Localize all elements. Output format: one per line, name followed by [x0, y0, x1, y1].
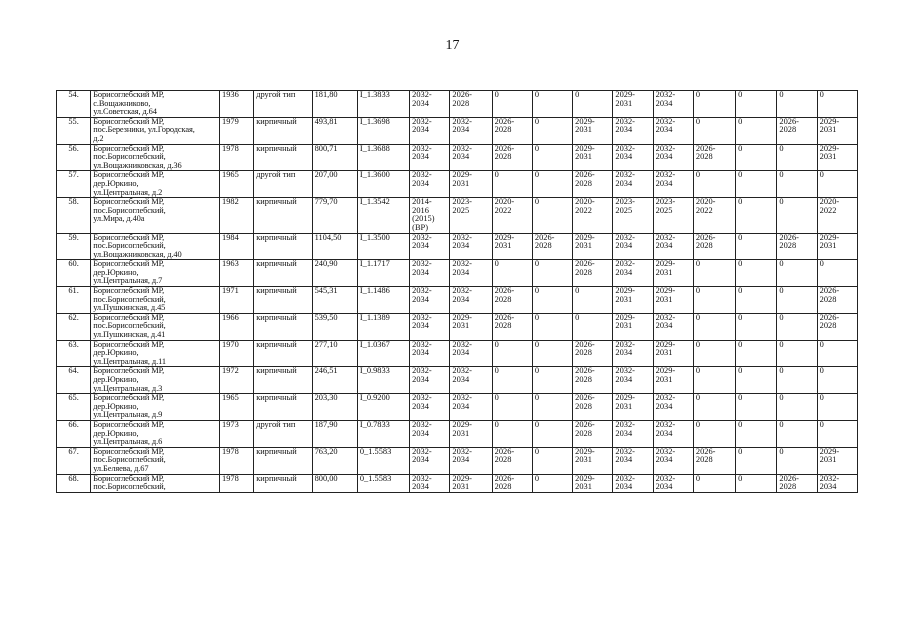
- table-cell: 0: [817, 394, 857, 421]
- table-cell: 1936: [220, 91, 254, 118]
- table-cell: 2029- 2031: [492, 233, 532, 260]
- table-cell: 2032- 2034: [410, 474, 450, 492]
- table-cell: 2032- 2034: [653, 313, 693, 340]
- table-cell: 2026- 2028: [573, 394, 613, 421]
- table-cell: 0: [492, 420, 532, 447]
- table-cell: 0: [777, 198, 817, 233]
- table-cell: 2026- 2028: [573, 420, 613, 447]
- table-cell: 0: [492, 394, 532, 421]
- table-cell: 0: [777, 260, 817, 287]
- table-cell: 2020- 2022: [693, 198, 735, 233]
- table-cell: 0: [532, 367, 572, 394]
- table-cell: 0: [736, 367, 777, 394]
- table-cell: I_1.3600: [357, 171, 409, 198]
- table-row: [57, 260, 858, 287]
- table-cell: 2026- 2028: [532, 233, 572, 260]
- table-cell: 2032- 2034: [613, 447, 653, 474]
- table-cell: 493,81: [312, 117, 357, 144]
- table-cell: 240,90: [312, 260, 357, 287]
- table-cell: кирпичный: [254, 367, 312, 394]
- table-cell: 763,20: [312, 447, 357, 474]
- table-cell: 0: [777, 420, 817, 447]
- table-cell: 2032- 2034: [410, 367, 450, 394]
- table-cell: кирпичный: [254, 233, 312, 260]
- table-cell: 0: [532, 91, 572, 118]
- table-cell: 2026- 2028: [573, 171, 613, 198]
- table-cell: 1965: [220, 394, 254, 421]
- table-cell: кирпичный: [254, 287, 312, 314]
- table-cell: 779,70: [312, 198, 357, 233]
- table-cell: 2026- 2028: [492, 287, 532, 314]
- table-cell: 2032- 2034: [410, 117, 450, 144]
- table-cell: 2032- 2034: [653, 394, 693, 421]
- table-cell: кирпичный: [254, 340, 312, 367]
- table-cell: 2032- 2034: [653, 447, 693, 474]
- row-number-cell: 63.: [57, 340, 91, 367]
- table-cell: 0: [532, 171, 572, 198]
- address-cell: Борисоглебский МР, дер.Юркино, ул.Центральная, д.6: [91, 420, 220, 447]
- table-cell: 2032- 2034: [410, 394, 450, 421]
- table-cell: 545,31: [312, 287, 357, 314]
- table-cell: I_1.3542: [357, 198, 409, 233]
- address-cell: Борисоглебский МР, пос.Борисоглебский, ул.Мира, д.40а: [91, 198, 220, 233]
- table-cell: 2029- 2031: [613, 287, 653, 314]
- table-cell: 0: [736, 287, 777, 314]
- table-cell: 0: [693, 474, 735, 492]
- table-row: [57, 233, 858, 260]
- address-cell: Борисоглебский МР, пос.Борисоглебский, ул.Пушкинская, д.45: [91, 287, 220, 314]
- table-cell: 2020- 2022: [573, 198, 613, 233]
- table-cell: 2032- 2034: [613, 171, 653, 198]
- table-cell: 0: [736, 144, 777, 171]
- table-cell: 0: [532, 474, 572, 492]
- table-cell: 2020- 2022: [492, 198, 532, 233]
- table-cell: 0: [532, 198, 572, 233]
- table-cell: 2032- 2034: [410, 260, 450, 287]
- row-number-cell: 65.: [57, 394, 91, 421]
- table-cell: 2032- 2034: [613, 144, 653, 171]
- table-cell: 2029- 2031: [653, 340, 693, 367]
- table-cell: кирпичный: [254, 474, 312, 492]
- table-cell: кирпичный: [254, 144, 312, 171]
- table-cell: 0: [817, 420, 857, 447]
- table-cell: 2032- 2034: [450, 144, 492, 171]
- row-number-cell: 61.: [57, 287, 91, 314]
- address-cell: Борисоглебский МР, пос.Борисоглебский, ул.Пушкинская, д.41: [91, 313, 220, 340]
- table-cell: I_0.9833: [357, 367, 409, 394]
- table-cell: 2032- 2034: [653, 420, 693, 447]
- table-cell: 0: [693, 287, 735, 314]
- table-cell: 2026- 2028: [817, 313, 857, 340]
- table-row: [57, 144, 858, 171]
- page-number: 17: [445, 38, 460, 53]
- table-cell: кирпичный: [254, 394, 312, 421]
- table-cell: 800,71: [312, 144, 357, 171]
- table-cell: 0: [736, 233, 777, 260]
- table-cell: 1971: [220, 287, 254, 314]
- row-number-cell: 58.: [57, 198, 91, 233]
- table-cell: I_1.3698: [357, 117, 409, 144]
- table-cell: 0: [492, 340, 532, 367]
- table-cell: 2026- 2028: [777, 233, 817, 260]
- table-cell: 0: [736, 420, 777, 447]
- table-cell: 0: [817, 171, 857, 198]
- table-cell: 2026- 2028: [693, 233, 735, 260]
- table-cell: 2032- 2034: [653, 171, 693, 198]
- row-number-cell: 57.: [57, 171, 91, 198]
- table-cell: 2029- 2031: [817, 233, 857, 260]
- table-cell: 0: [532, 340, 572, 367]
- table-cell: 2032- 2034: [410, 91, 450, 118]
- table-row: [57, 447, 858, 474]
- table-cell: 2026- 2028: [693, 144, 735, 171]
- table-cell: 2029- 2031: [450, 420, 492, 447]
- table-cell: 203,30: [312, 394, 357, 421]
- table-cell: 0: [777, 287, 817, 314]
- table-cell: 2026- 2028: [450, 91, 492, 118]
- table-cell: 2032- 2034: [450, 340, 492, 367]
- table-cell: 0: [777, 394, 817, 421]
- address-cell: Борисоглебский МР, дер.Юркино, ул.Центральная, д.11: [91, 340, 220, 367]
- table-cell: I_1.1717: [357, 260, 409, 287]
- table-cell: 2032- 2034: [450, 287, 492, 314]
- table-row: [57, 313, 858, 340]
- address-cell: Борисоглебский МР, пос.Борисоглебский, ул.Беляева, д.67: [91, 447, 220, 474]
- table-cell: 0: [736, 171, 777, 198]
- table-cell: 2032- 2034: [653, 91, 693, 118]
- table-cell: 2026- 2028: [573, 260, 613, 287]
- table-cell: I_1.3833: [357, 91, 409, 118]
- address-cell: Борисоглебский МР, пос.Борисоглебский, ул.Вощажниковская, д.40: [91, 233, 220, 260]
- table-cell: 2032- 2034: [450, 117, 492, 144]
- table-cell: 0: [736, 447, 777, 474]
- table-cell: 1978: [220, 144, 254, 171]
- table-cell: 1104,50: [312, 233, 357, 260]
- table-cell: 2029- 2031: [653, 287, 693, 314]
- table-cell: 2029- 2031: [573, 144, 613, 171]
- table-cell: 207,00: [312, 171, 357, 198]
- table-cell: 2032- 2034: [450, 394, 492, 421]
- table-cell: I_0.7833: [357, 420, 409, 447]
- table-cell: кирпичный: [254, 117, 312, 144]
- table-cell: 2032- 2034: [613, 474, 653, 492]
- address-cell: Борисоглебский МР, с.Вощажниково, ул.Советская, д.64: [91, 91, 220, 118]
- table-row: [57, 198, 858, 233]
- table-cell: 2032- 2034: [653, 144, 693, 171]
- table-cell: I_1.1389: [357, 313, 409, 340]
- table-cell: 2032- 2034: [817, 474, 857, 492]
- address-cell: Борисоглебский МР, дер.Юркино, ул.Центральная, д.7: [91, 260, 220, 287]
- table-cell: 0: [777, 144, 817, 171]
- table-row: [57, 474, 858, 492]
- table-cell: 2032- 2034: [613, 260, 653, 287]
- table-cell: 0: [693, 171, 735, 198]
- housing-repair-schedule-table: [56, 90, 858, 493]
- table-cell: 2026- 2028: [693, 447, 735, 474]
- table-row: [57, 287, 858, 314]
- table-cell: 0: [532, 144, 572, 171]
- table-cell: 2032- 2034: [653, 117, 693, 144]
- table-cell: 2026- 2028: [777, 117, 817, 144]
- table-cell: 2026- 2028: [777, 474, 817, 492]
- table-cell: 0: [693, 313, 735, 340]
- table-cell: 1984: [220, 233, 254, 260]
- table-cell: 1966: [220, 313, 254, 340]
- table-cell: 2026- 2028: [492, 117, 532, 144]
- row-number-cell: 64.: [57, 367, 91, 394]
- table-cell: 2032- 2034: [410, 340, 450, 367]
- table-cell: 0: [736, 340, 777, 367]
- table-cell: 246,51: [312, 367, 357, 394]
- table-cell: 0: [777, 367, 817, 394]
- table-cell: 0: [736, 91, 777, 118]
- row-number-cell: 66.: [57, 420, 91, 447]
- table-cell: 2023- 2025: [450, 198, 492, 233]
- row-number-cell: 54.: [57, 91, 91, 118]
- row-number-cell: 67.: [57, 447, 91, 474]
- table-cell: 2029- 2031: [817, 117, 857, 144]
- table-cell: 0: [817, 340, 857, 367]
- table-cell: 2032- 2034: [450, 447, 492, 474]
- table-cell: 0: [693, 260, 735, 287]
- row-number-cell: 60.: [57, 260, 91, 287]
- table-row: [57, 91, 858, 118]
- table-cell: 277,10: [312, 340, 357, 367]
- table-cell: 0: [573, 287, 613, 314]
- table-cell: кирпичный: [254, 447, 312, 474]
- table-cell: 0: [532, 420, 572, 447]
- table-row: [57, 394, 858, 421]
- table-cell: 2029- 2031: [653, 367, 693, 394]
- table-cell: 2029- 2031: [613, 91, 653, 118]
- table-cell: кирпичный: [254, 198, 312, 233]
- table-cell: 2032- 2034: [410, 447, 450, 474]
- table-cell: 2029- 2031: [573, 447, 613, 474]
- table-cell: I_1.3500: [357, 233, 409, 260]
- table-cell: 2032- 2034: [613, 117, 653, 144]
- table-cell: I_1.1486: [357, 287, 409, 314]
- table-cell: 2029- 2031: [573, 233, 613, 260]
- table-cell: 0_1.5583: [357, 474, 409, 492]
- table-cell: 0: [532, 394, 572, 421]
- table-cell: 0: [532, 287, 572, 314]
- table-cell: 2023- 2025: [613, 198, 653, 233]
- table-cell: 0: [532, 260, 572, 287]
- table-cell: 539,50: [312, 313, 357, 340]
- table-cell: 2026- 2028: [492, 447, 532, 474]
- table-cell: 0: [573, 313, 613, 340]
- table-cell: 2029- 2031: [573, 117, 613, 144]
- table-cell: 1982: [220, 198, 254, 233]
- table-cell: 2032- 2034: [410, 313, 450, 340]
- table-cell: другой тип: [254, 420, 312, 447]
- table-cell: 2029- 2031: [573, 474, 613, 492]
- table-cell: 2029- 2031: [450, 171, 492, 198]
- table-cell: 0: [777, 91, 817, 118]
- table-cell: 0: [777, 340, 817, 367]
- table-cell: 1979: [220, 117, 254, 144]
- table-cell: 181,80: [312, 91, 357, 118]
- table-cell: I_1.0367: [357, 340, 409, 367]
- address-cell: Борисоглебский МР, пос.Борисоглебский, ул.Вощажниковская, д.36: [91, 144, 220, 171]
- table-cell: 0: [736, 474, 777, 492]
- address-cell: Борисоглебский МР, пос.Борисоглебский,: [91, 474, 220, 492]
- row-number-cell: 62.: [57, 313, 91, 340]
- table-cell: 1978: [220, 474, 254, 492]
- table-cell: 0: [736, 198, 777, 233]
- address-cell: Борисоглебский МР, дер.Юркино, ул.Центральная, д.3: [91, 367, 220, 394]
- table-cell: другой тип: [254, 171, 312, 198]
- table-cell: 1965: [220, 171, 254, 198]
- table-cell: 800,00: [312, 474, 357, 492]
- table-cell: 0: [693, 367, 735, 394]
- table-cell: 2032- 2034: [410, 420, 450, 447]
- row-number-cell: 56.: [57, 144, 91, 171]
- table-cell: 0: [492, 171, 532, 198]
- table-cell: 1963: [220, 260, 254, 287]
- table-cell: I_0.9200: [357, 394, 409, 421]
- table-row: [57, 171, 858, 198]
- table-cell: 2032- 2034: [450, 367, 492, 394]
- row-number-cell: 68.: [57, 474, 91, 492]
- table-cell: 0: [532, 313, 572, 340]
- table-cell: 2023- 2025: [653, 198, 693, 233]
- address-cell: Борисоглебский МР, дер.Юркино, ул.Центральная, д.2: [91, 171, 220, 198]
- table-cell: 0: [693, 340, 735, 367]
- table-cell: 2032- 2034: [410, 171, 450, 198]
- table-cell: 0: [492, 367, 532, 394]
- table-cell: 0: [532, 117, 572, 144]
- table-cell: 2029- 2031: [450, 474, 492, 492]
- table-row: [57, 340, 858, 367]
- table-cell: 1978: [220, 447, 254, 474]
- table-cell: 2032- 2034: [410, 233, 450, 260]
- table-cell: 2029- 2031: [613, 313, 653, 340]
- table-cell: 2032- 2034: [613, 233, 653, 260]
- address-cell: Борисоглебский МР, дер.Юркино, ул.Центральная, д.9: [91, 394, 220, 421]
- table-cell: 2026- 2028: [817, 287, 857, 314]
- table-cell: 2029- 2031: [817, 447, 857, 474]
- table-cell: 2032- 2034: [450, 233, 492, 260]
- table-cell: 2029- 2031: [653, 260, 693, 287]
- table-cell: кирпичный: [254, 260, 312, 287]
- row-number-cell: 59.: [57, 233, 91, 260]
- table-cell: 0: [693, 91, 735, 118]
- table-cell: 1973: [220, 420, 254, 447]
- table-row: [57, 420, 858, 447]
- table-cell: 2029- 2031: [817, 144, 857, 171]
- address-cell: Борисоглебский МР, пос.Березники, ул.Городская, д.2: [91, 117, 220, 144]
- table-cell: 0: [736, 117, 777, 144]
- table-cell: 0: [777, 313, 817, 340]
- table-cell: 2026- 2028: [492, 144, 532, 171]
- table-row: [57, 367, 858, 394]
- table-cell: 2032- 2034: [613, 367, 653, 394]
- table-cell: 0: [693, 117, 735, 144]
- table-cell: 2032- 2034: [613, 340, 653, 367]
- table-cell: 0: [817, 367, 857, 394]
- table-cell: 2029- 2031: [613, 394, 653, 421]
- table-cell: 1970: [220, 340, 254, 367]
- table-cell: 2032- 2034: [653, 474, 693, 492]
- table-cell: 2032- 2034: [653, 233, 693, 260]
- table-cell: 1972: [220, 367, 254, 394]
- table-cell: 2032- 2034: [410, 144, 450, 171]
- table-cell: 0_1.5583: [357, 447, 409, 474]
- row-number-cell: 55.: [57, 117, 91, 144]
- table-cell: 2026- 2028: [573, 367, 613, 394]
- table-cell: 0: [817, 91, 857, 118]
- table-cell: 0: [693, 394, 735, 421]
- table-cell: 0: [736, 260, 777, 287]
- table-cell: 2026- 2028: [492, 313, 532, 340]
- table-cell: 187,90: [312, 420, 357, 447]
- table-cell: I_1.3688: [357, 144, 409, 171]
- table-cell: кирпичный: [254, 313, 312, 340]
- table-cell: 2026- 2028: [492, 474, 532, 492]
- table-cell: 2032- 2034: [450, 260, 492, 287]
- table-cell: 0: [777, 447, 817, 474]
- table-cell: 2029- 2031: [450, 313, 492, 340]
- table-cell: 0: [492, 260, 532, 287]
- table-cell: 2032- 2034: [410, 287, 450, 314]
- table-cell: 0: [492, 91, 532, 118]
- table-cell: 0: [817, 260, 857, 287]
- table-cell: 0: [777, 171, 817, 198]
- table-cell: 2032- 2034: [613, 420, 653, 447]
- table-cell: другой тип: [254, 91, 312, 118]
- table-cell: 0: [736, 313, 777, 340]
- table-cell: 0: [573, 91, 613, 118]
- table-cell: 0: [532, 447, 572, 474]
- table-cell: 0: [736, 394, 777, 421]
- table-row: [57, 117, 858, 144]
- table-cell: 0: [693, 420, 735, 447]
- table-cell: 2020- 2022: [817, 198, 857, 233]
- table-cell: 2026- 2028: [573, 340, 613, 367]
- table-cell: 2014- 2016 (2015) (ВР): [410, 198, 450, 233]
